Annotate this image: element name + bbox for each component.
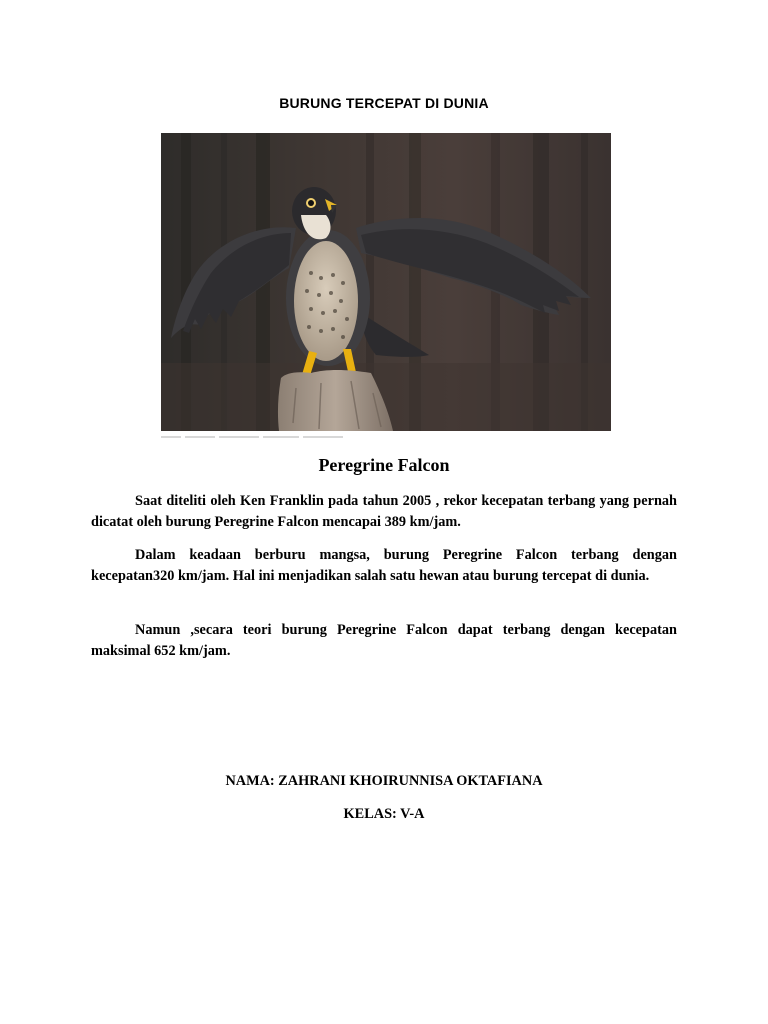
paragraph-theoretical-speed: Namun ,secara teori burung Peregrine Falcon dapat terbang dengan kecepatan maksimal 652 km/jam. [91,622,677,659]
section-heading: Peregrine Falcon [318,455,450,475]
falcon-photo [161,133,611,431]
paragraph-hunting-speed: Dalam keadaan berburu mangsa, burung Peregrine Falcon terbang dengan kecepatan320 km/jam. Hal ini menjadikan salah satu hewan atau burung tercepat di dunia. [91,547,677,584]
student-name: NAMA: ZAHRANI KHOIRUNNISA OKTAFIANA [225,773,543,789]
photo-caption-marks [161,434,361,440]
student-class: KELAS: V-A [343,806,425,822]
page-title: BURUNG TERCEPAT DI DUNIA [279,95,489,111]
paragraph-record-speed: Saat diteliti oleh Ken Franklin pada tahun 2005 , rekor kecepatan terbang yang pernah dicatat oleh burung Peregrine Falcon mencapai 389 km/jam. [91,493,677,530]
